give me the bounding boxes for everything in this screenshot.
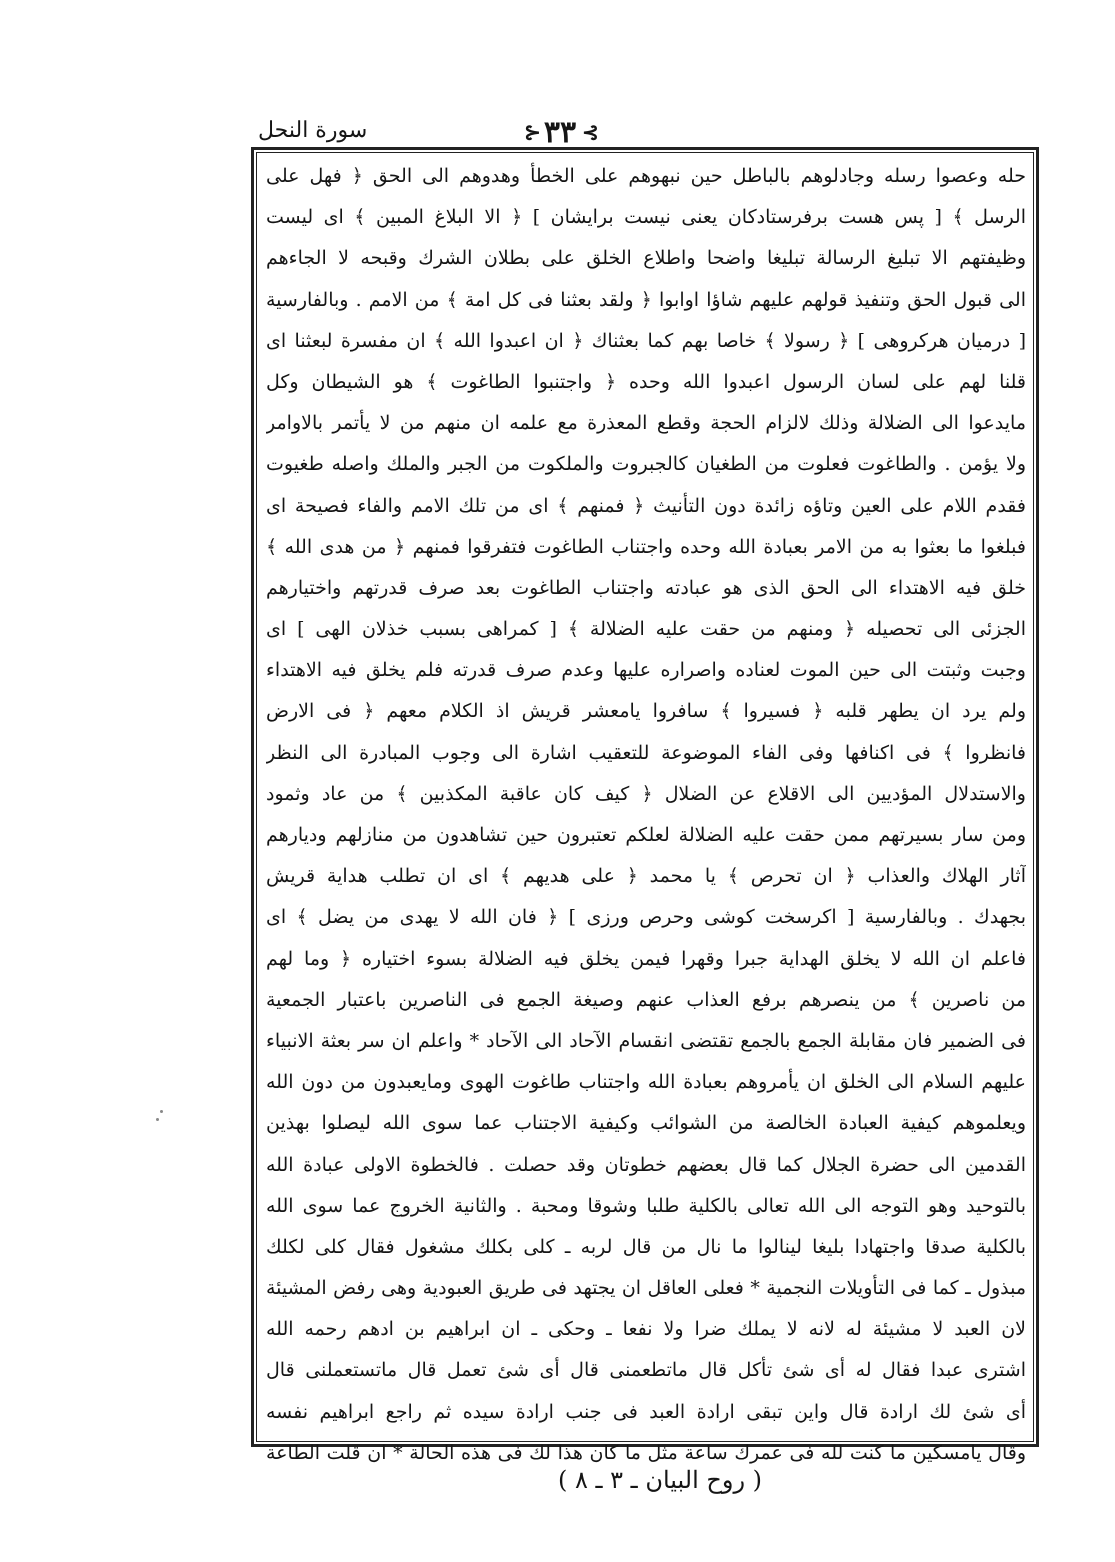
text-line: والاستدلال المؤديين الى الاقلاع عن الضلال ﴿ كيف كان عاقبة المكذبين ﴾ من عاد وثمود	[266, 782, 1026, 805]
text-line: القدمين الى حضرة الجلال كما قال بعضهم خطوتان وقد حصلت . فالخطوة الاولى عبادة الله	[266, 1153, 1026, 1176]
text-line: ومن سار بسيرتهم ممن حقت عليه الضلالة لعلكم تعتبرون حين تشاهدون من منازلهم وديارهم	[266, 824, 1026, 846]
text-line: فاعلم ان الله لا يخلق الهداية جبرا وقهرا فيمن يخلق فيه الضلالة بسوء اختياره ﴿ وما لهم	[266, 947, 1026, 970]
text-line: حله وعصوا رسله وجادلوهم بالباطل حين نبهوهم على الخطأ وهدوهم الى الحق ﴿ فهل على	[266, 165, 1026, 187]
text-line: ولم يرد ان يطهر قلبه ﴿ فسيروا ﴾ سافروا يامعشر قريش اذ الكلام معهم ﴿ فى الارض	[266, 700, 1026, 723]
text-line: عليهم السلام الى الخلق ان يأمروهم بعبادة الله واجتناب طاغوت الهوى ومايعبدون من دون الله	[266, 1071, 1026, 1094]
text-line: ولا يؤمن . والطاغوت فعلوت من الطغيان كالجبروت والملكوت من الجبر والملك واصله طغيوت	[266, 453, 1026, 476]
text-line: خلق فيه الاهتداء الى الحق الذى هو عبادته واجتناب الطاغوت بعد صرف قدرتهم واختيارهم	[266, 576, 1026, 599]
text-line: اشترى عبدا فقال له أى شئ تأكل قال ماتطعمنى قال أى شئ تعمل قال ماتستعملنى قال	[266, 1359, 1026, 1382]
signature-mark: ( روح البيان ـ ٣ ـ ٨ )	[557, 1466, 763, 1494]
text-line: بجهدك . وبالفارسية [ اكرسخت كوشى وحرص ورزى ] ﴿ فان الله لا يهدى من يضل ﴾ اى	[266, 906, 1026, 929]
paper-speck	[160, 1110, 163, 1113]
text-line: ويعلموهم كيفية العبادة الخالصة من الشوائب وكيفية الاجتناب عما سوى الله ليصلوا بهذين	[266, 1112, 1026, 1135]
text-line: بالتوحيد وهو التوجه الى الله تعالى بالكلية طلبا وشوقا ومحبة . والثانية الخروج عما سوى الله	[266, 1194, 1026, 1217]
text-line: [ درميان هركروهى ] ﴿ رسولا ﴾ خاصا بهم كما بعثناك ﴿ ان اعبدوا الله ﴾ ان مفسرة لبعثنا اى	[266, 329, 1026, 352]
page-number-value: ٣٣	[543, 114, 577, 150]
text-line: فى الضمير فان مقابلة الجمع بالجمع تقتضى انقسام الآحاد الى الآحاد * واعلم ان سر بعثة الانبياء	[266, 1029, 1026, 1052]
text-line: فقدم اللام على العين وتاؤه زائدة دون التأنيث ﴿ فمنهم ﴾ اى من تلك الامم والفاء فصيحة اى	[266, 494, 1026, 517]
ornament-left-icon: ⊰	[524, 120, 538, 144]
text-line: وجبت وثبتت الى حين الموت لعناده واصراره عليها وعدم صرف قدرته فلم يخلق فيه الاهتداء	[266, 659, 1026, 682]
text-line: آثار الهلاك والعذاب ﴿ ان تحرص ﴾ يا محمد ﴿ على هديهم ﴾ اى ان تطلب هداية قريش	[266, 865, 1026, 888]
text-line: مايدعوا الى الضلالة وذلك لالزام الحجة وقطع المعذرة مع علمه ان منهم من لا يأتمر بالاوامر	[266, 412, 1026, 435]
text-line: فبلغوا ما بعثوا به من الامر بعبادة الله وحده واجتناب الطاغوت فتفرقوا فمنهم ﴿ من هدى الله ﴾	[266, 535, 1026, 558]
page-number	[480, 112, 640, 152]
text-line: فانظروا ﴾ فى اكنافها وفى الفاء الموضوعة للتعقيب اشارة الى وجوب المبادرة الى النظر	[266, 741, 1026, 764]
text-line: وظيفتهم الا تبليغ الرسالة تبليغا واضحا واطلاع الخلق على بطلان الشرك وقبحه لا الجاءهم	[266, 247, 1026, 270]
text-line: من ناصرين ﴾ من ينصرهم برفع العذاب عنهم وصيغة الجمع فى الناصرين باعتبار الجمعية	[266, 988, 1026, 1011]
text-line: لان العبد لا مشيئة له لانه لا يملك ضرا ولا نفعا ـ وحكى ـ ان ابراهيم بن ادهم رحمه الله	[266, 1318, 1026, 1341]
text-line: الى قبول الحق وتنفيذ قولهم عليهم شاؤا اوابوا ﴿ ولقد بعثنا فى كل امة ﴾ من الامم . وبالفارسية	[266, 288, 1026, 311]
text-line: قلنا لهم على لسان الرسول اعبدوا الله وحده ﴿ واجتنبوا الطاغوت ﴾ هو الشيطان وكل	[266, 370, 1026, 393]
text-line: مبذول ـ كما فى التأويلات النجمية * فعلى العاقل ان يجتهد فى طريق العبودية وهى رفض المشيئة	[266, 1277, 1026, 1300]
text-line: بالكلية صدقا واجتهادا بليغا لينالوا ما نال من قال لربه ـ كلى بكلك مشغول فقال كلى لكلك	[266, 1235, 1026, 1258]
text-line: الرسل ﴾ [ پس هست برفرستادكان يعنى نيست برايشان ] ﴿ الا البلاغ المبين ﴾ اى ليست	[266, 206, 1026, 229]
body-text	[266, 156, 1026, 1464]
text-line: وقال يامسكين ما كنت لله فى عمرك ساعة مثل ما كان هذا لك فى هذه الحالة * ان قلت الطاعة	[266, 1441, 1026, 1464]
surah-title: سورة النحل	[258, 118, 368, 143]
text-line: أى شئ لك ارادة قال واين تبقى ارادة العبد فى جنب ارادة سيده ثم راجع ابراهيم نفسه	[266, 1400, 1026, 1423]
paper-speck	[156, 1118, 159, 1121]
ornament-right-icon: ⊱	[582, 120, 596, 144]
text-line: الجزئى الى تحصيله ﴿ ومنهم من حقت عليه الضلالة ﴾ [ كمراهى بسبب خذلان الهى ] اى	[266, 618, 1026, 641]
